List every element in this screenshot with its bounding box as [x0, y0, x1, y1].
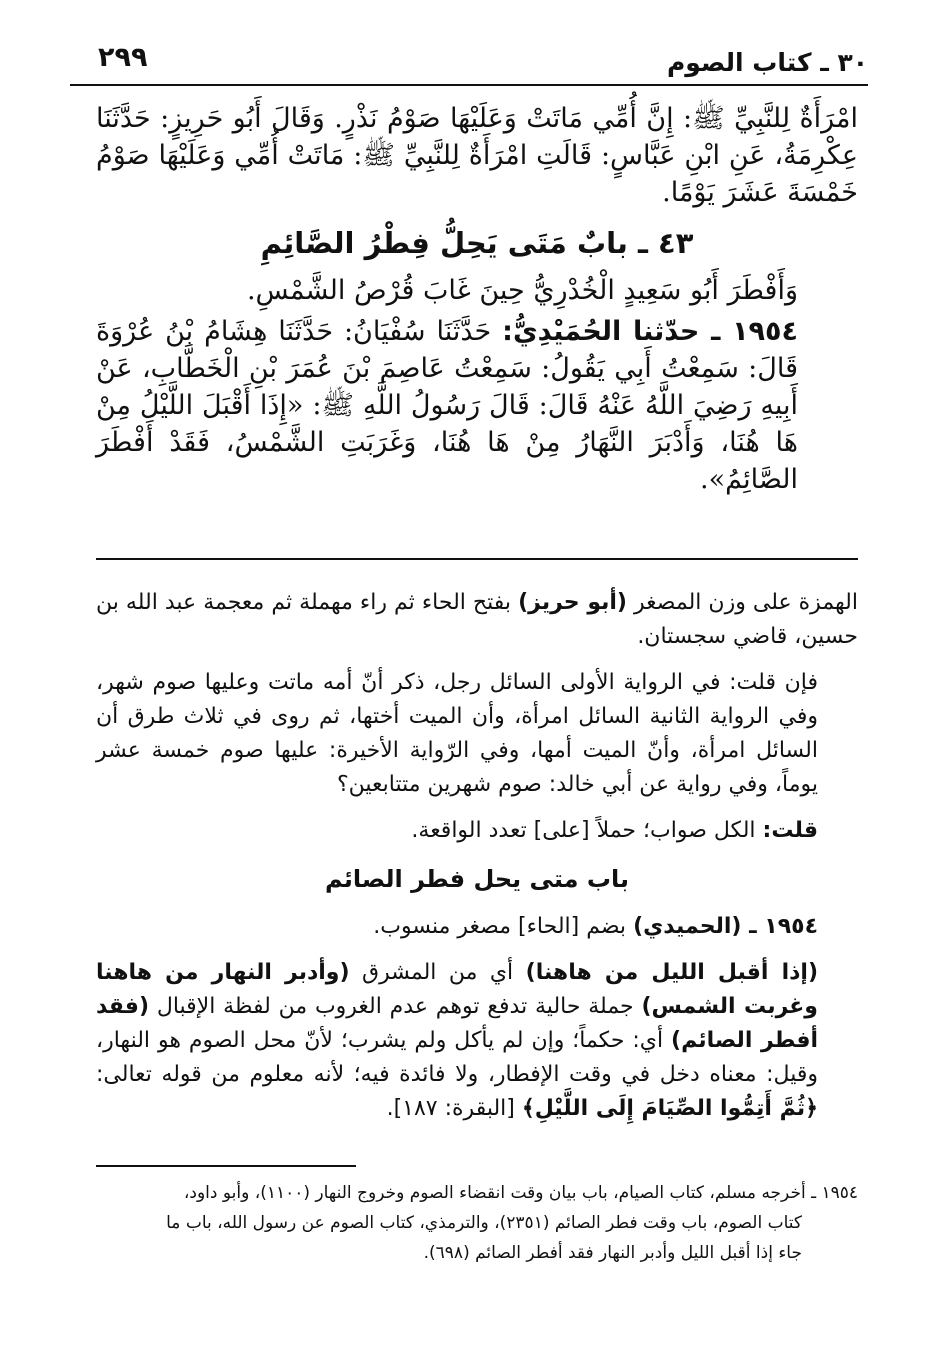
commentary-text: جملة حالية تدفع توهم عدم الغروب من لفظة الإقبال	[156, 994, 634, 1019]
page-header	[70, 34, 868, 86]
commentary	[96, 586, 858, 1126]
commentary-term: (أبو حريز)	[518, 590, 627, 615]
commentary-text: أي من المشرق	[362, 960, 514, 985]
page-number: ٢٩٩	[98, 42, 148, 73]
hadith-paragraph	[96, 313, 858, 498]
verse-reference: [البقرة: ١٨٧].	[386, 1096, 515, 1121]
footnote-line: جاء إذا أقبل الليل وأدبر النهار فقد أفطر الصائم (٦٩٨).	[423, 1243, 802, 1263]
footnote-line: كتاب الصوم، باب وقت فطر الصائم (٢٣٥١)، والترمذي، كتاب الصوم عن رسول الله، باب ما	[166, 1213, 802, 1233]
commentary-text: الهمزة على وزن المصغر	[634, 590, 859, 615]
commentary-term: (إذا أقبل الليل من هاهنا)	[525, 960, 819, 985]
hadith-number: ١٩٥٤ ـ حدّثنا الحُمَيْدِيُّ:	[502, 316, 798, 347]
hadith-text: حَدَّثَنَا سُفْيَانُ: حَدَّثَنَا هِشَامُ بْنُ عُرْوَةَ قَالَ: سَمِعْتُ أَبِي يَقُولُ: سَمِعْتُ عَاصِمَ بْنَ عُمَرَ بْنِ الْخَطَّابِ، عَنْ أَبِيهِ رَضِيَ اللَّهُ عَنْهُ قَالَ: قَالَ رَسُولُ اللَّهِ ﷺ: «إِذَا أَقْبَلَ اللَّيْلُ مِنْ هَا هُنَا، وَأَدْبَرَ النَّهَارُ مِنْ هَا هُنَا، وَغَرَبَتِ الشَّمْسُ، فَقَدْ أَفْطَرَ الصَّائِمُ».	[96, 316, 798, 495]
commentary-text: أي: حكماً؛ وإن لم يأكل ولم يشرب؛ لأنّ محل الصوم هو النهار، وقيل: معناه دخل في وقت الإفطار، ولا فائدة فيه؛ لأنه معلوم من قوله تعالى:	[96, 1028, 818, 1087]
commentary-text: بضم [الحاء] مصغر منسوب.	[373, 914, 627, 939]
footnote-divider	[96, 1165, 356, 1167]
chapter-title: ٣٠ ـ كتاب الصوم	[666, 48, 868, 77]
footnote-line: ١٩٥٤ ـ أخرجه مسلم، كتاب الصيام، باب بيان وقت انقضاء الصوم وخروج النهار (١١٠٠)، وأبو داود،	[183, 1183, 858, 1203]
footnote	[96, 1178, 858, 1268]
commentary-text: الكل صواب؛ حملاً [على] تعدد الواقعة.	[411, 818, 756, 843]
commentary-para-2: فإن قلت: في الرواية الأولى السائل رجل، ذكر أنّ أمه ماتت وعليها صوم شهر، وفي الرواية الثانية السائل امرأة، وأن الميت أختها، ثم روى في ثلاث طرق أن السائل امرأة، وأنّ الميت أمها، وفي الرّواية الأخيرة: عليها صوم خمسة عشر يوماً، وفي رواية عن أبي خالد: صوم شهرين متتابعين؟	[96, 670, 818, 797]
commentary-text: بفتح الحاء ثم راء مهملة ثم معجمة عبد الله بن حسين، قاضي سجستان.	[96, 590, 858, 649]
commentary-term: (فقد أفطر الصائم)	[96, 994, 819, 1053]
commentary-para-4	[96, 910, 858, 944]
text-divider	[96, 558, 858, 560]
quran-verse: ﴿ثُمَّ أَتِمُّوا الصِّيَامَ إِلَى اللَّيْلِ﴾	[521, 1096, 818, 1121]
main-text	[96, 100, 858, 502]
chapter-heading: ٤٣ ـ بابٌ مَتَى يَحِلُّ فِطْرُ الصَّائِمِ	[260, 226, 694, 260]
commentary-heading: باب متى يحل فطر الصائم	[325, 865, 629, 893]
commentary-term: ١٩٥٤ ـ (الحميدي)	[633, 914, 818, 939]
commentary-label: قلت:	[762, 818, 818, 843]
commentary-term: (وأدبر النهار من هاهنا وغربت الشمس)	[96, 960, 818, 1019]
commentary-para-3	[96, 814, 858, 848]
commentary-para-1	[96, 586, 858, 654]
paragraph-opening: امْرَأَةٌ لِلنَّبِيِّ ﷺ: إِنَّ أُمِّي مَاتَتْ وَعَلَيْهَا صَوْمُ نَذْرٍ. وَقَالَ أَبُو حَرِيزٍ: حَدَّثَنَا عِكْرِمَةُ، عَنِ ابْنِ عَبَّاسٍ: قَالَتِ امْرَأَةٌ لِلنَّبِيِّ ﷺ: مَاتَتْ أُمِّي وَعَلَيْهَا صَوْمُ خَمْسَةَ عَشَرَ يَوْمًا.	[96, 103, 858, 208]
commentary-para-5	[96, 956, 858, 1126]
paragraph-athar: وَأَفْطَرَ أَبُو سَعِيدٍ الْخُدْرِيُّ حِينَ غَابَ قُرْصُ الشَّمْسِ.	[246, 275, 798, 306]
